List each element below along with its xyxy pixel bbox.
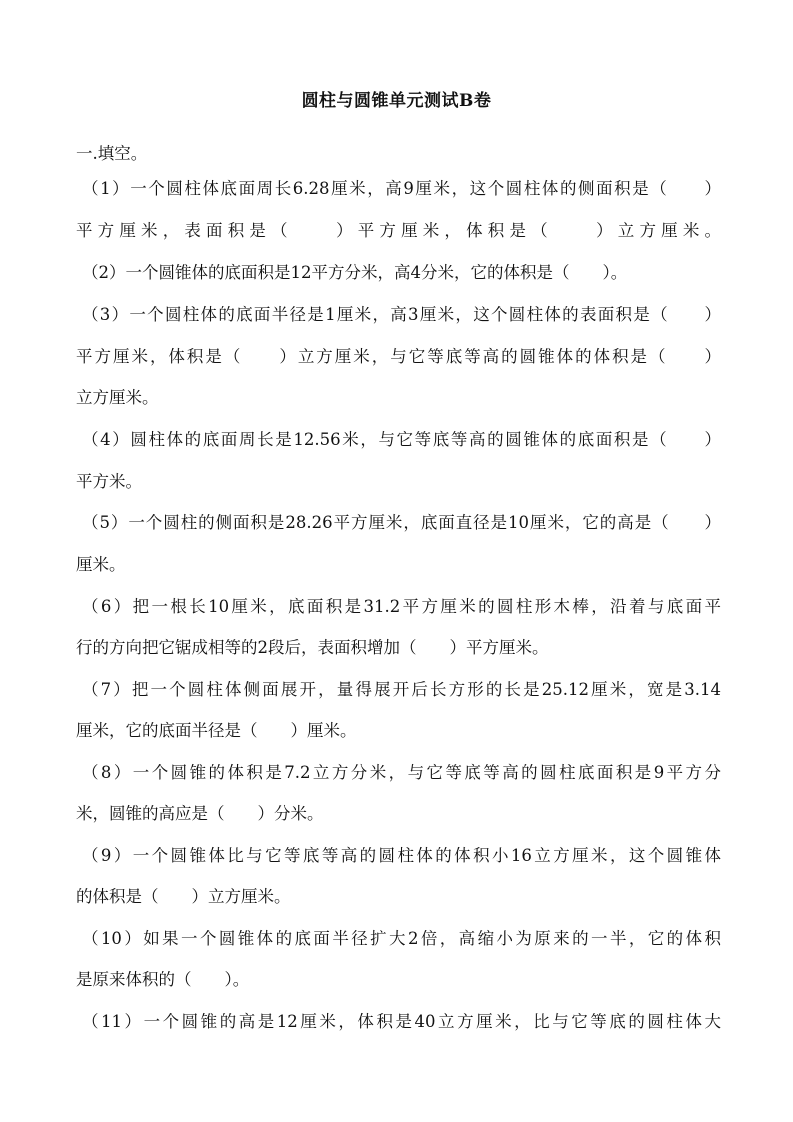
question-8-line-1: （8）一个圆锥的体积是7.2立方分米，与它等底等高的圆柱底面积是9平方分: [82, 763, 721, 782]
question-7-line-1: （7）把一个圆柱体侧面展开，量得展开后长方形的长是25.12厘米，宽是3.14: [82, 680, 721, 699]
question-10-line-2: 是原来体积的（ ）。: [76, 970, 250, 989]
question-6-line-2: 行的方向把它锯成相等的2段后，表面积增加（ ）平方厘米。: [76, 638, 549, 657]
question-3-line-2: 平方厘米，体积是（ ）立方厘米，与它等底等高的圆锥体的体积是（ ）: [76, 347, 721, 366]
question-1-line-1: （1）一个圆柱体底面周长6.28厘米，高9厘米，这个圆柱体的侧面积是（ ）: [82, 179, 721, 198]
question-6-line-1: （6）把一根长10厘米，底面积是31.2平方厘米的圆柱形木棒，沿着与底面平: [82, 597, 721, 616]
question-5-line-1: （5）一个圆柱的侧面积是28.26平方厘米，底面直径是10厘米，它的高是（ ）: [82, 513, 721, 532]
question-4-line-2: 平方米。: [76, 472, 142, 491]
question-5-line-2: 厘米。: [76, 555, 126, 574]
question-1-line-2: 平方厘米，表面积是（ ）平方厘米，体积是（ ）立方厘米。: [76, 221, 721, 240]
section-heading: 一.填空。: [76, 144, 148, 163]
question-4-line-1: （4）圆柱体的底面周长是12.56米，与它等底等高的圆锥体的底面积是（ ）: [82, 430, 721, 449]
question-9-line-1: （9）一个圆锥体比与它等底等高的圆柱体的体积小16立方厘米，这个圆锥体: [82, 846, 721, 865]
question-2-line-1: （2）一个圆锥体的底面积是12平方分米，高4分米，它的体积是（ ）。: [82, 263, 628, 282]
question-9-line-2: 的体积是（ ）立方厘米。: [76, 887, 291, 906]
question-10-line-1: （10）如果一个圆锥体的底面半径扩大2倍，高缩小为原来的一半，它的体积: [82, 929, 721, 948]
question-11-line-1: （11）一个圆锥的高是12厘米，体积是40立方厘米，比与它等底的圆柱体大: [82, 1012, 721, 1031]
question-3-line-1: （3）一个圆柱体的底面半径是1厘米，高3厘米，这个圆柱体的表面积是（ ）: [82, 305, 721, 324]
question-3-line-3: 立方厘米。: [76, 388, 159, 407]
page-title: 圆柱与圆锥单元测试B卷: [301, 91, 492, 111]
question-7-line-2: 厘米，它的底面半径是（ ）厘米。: [76, 721, 357, 740]
question-8-line-2: 米，圆锥的高应是（ ）分米。: [76, 804, 324, 823]
